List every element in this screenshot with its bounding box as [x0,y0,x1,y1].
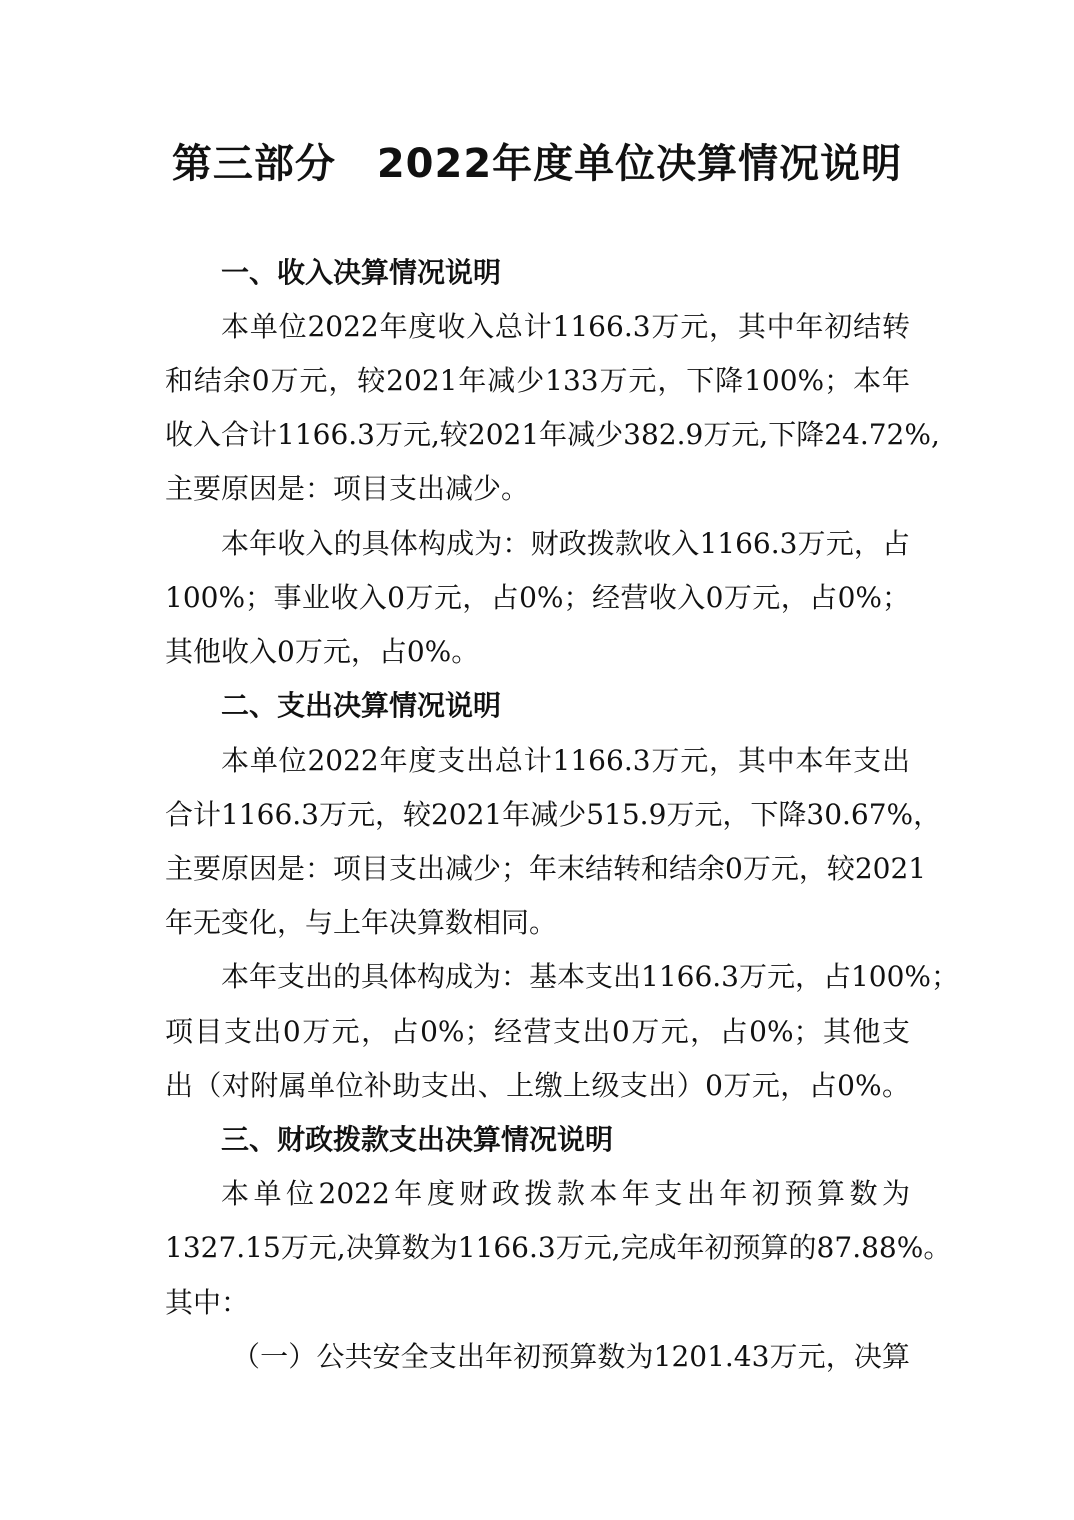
section-heading-fiscal: 三、财政拨款支出决算情况说明 [221,1123,614,1156]
paragraph-line: 合计1166.3万元，较2021年减少515.9万元，下降30.67%， [165,798,942,831]
paragraph-line: 100%；事业收入0万元，占0%；经营收入0万元，占0%； [165,581,910,614]
paragraph-line: 主要原因是：项目支出减少；年末结转和结余0万元，较2021 [165,852,927,885]
paragraph-line: 本单位2022年度收入总计1166.3万元，其中年初结转 [221,310,910,343]
paragraph-line: 和结余0万元，较2021年减少133万元，下降100%；本年 [165,364,910,397]
paragraph-line: 本年收入的具体构成为：财政拨款收入1166.3万元，占 [221,527,910,560]
section-heading-expenditure: 二、支出决算情况说明 [221,689,502,722]
paragraph-line: （一）公共安全支出年初预算数为1201.43万元，决算 [232,1340,910,1373]
paragraph-line: 本年支出的具体构成为：基本支出1166.3万元，占100%； [221,960,960,993]
paragraph-line: 主要原因是：项目支出减少。 [165,472,530,505]
paragraph-line: 出（对附属单位补助支出、上缴上级支出）0万元，占0%。 [165,1069,910,1102]
paragraph-line: 其中： [165,1286,250,1319]
paragraph-line: 本单位2022年度财政拨款本年支出年初预算数为 [221,1177,910,1210]
paragraph-line: 项目支出0万元，占0%；经营支出0万元，占0%；其他支 [165,1015,910,1048]
paragraph-line: 1327.15万元,决算数为1166.3万元,完成年初预算的87.88%。 [165,1231,952,1264]
paragraph-line: 年无变化，与上年决算数相同。 [165,906,558,939]
paragraph-line: 其他收入0万元，占0%。 [165,635,480,668]
paragraph-line: 本单位2022年度支出总计1166.3万元，其中本年支出 [221,744,910,777]
section-heading-income: 一、收入决算情况说明 [221,256,502,289]
page-title: 第三部分 2022年度单位决算情况说明 [171,141,903,187]
paragraph-line: 收入合计1166.3万元,较2021年减少382.9万元,下降24.72%, [165,418,940,451]
